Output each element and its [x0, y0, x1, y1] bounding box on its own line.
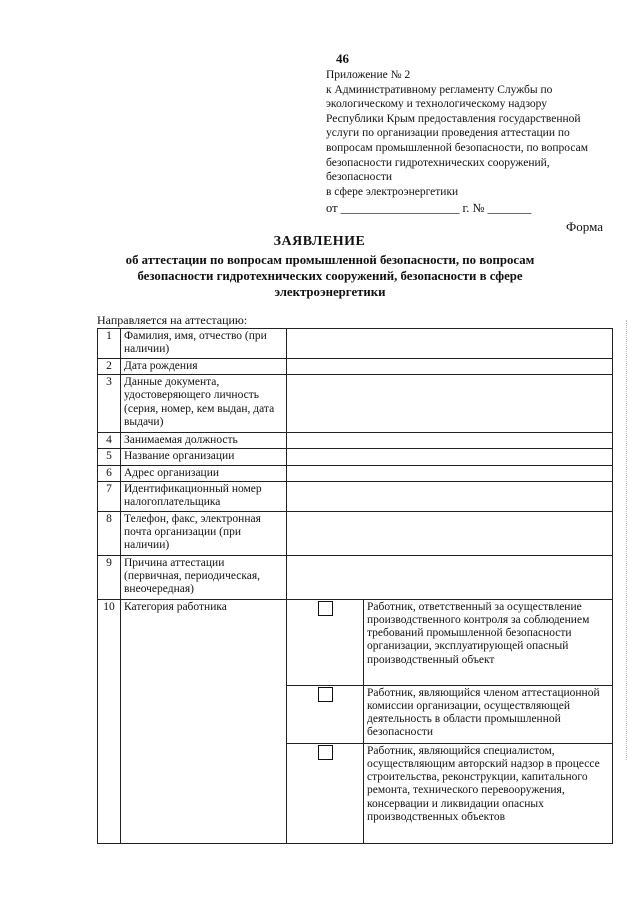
annex-line: к Административному регламенту Службы по — [326, 83, 553, 96]
application-table — [97, 328, 613, 844]
category-option-text: Работник, являющийся членом аттестационной комиссии организации, осуществляющей деятельность в области промышленной безопасности — [364, 685, 613, 743]
annex-line: безопасности — [326, 171, 393, 184]
row-label: Идентификационный номер налогоплательщика — [121, 481, 287, 511]
category-option-text: Работник, ответственный за осуществление производственного контроля за соблюдением требований промышленной безопасности организации, эксплуатирующей опасный производственный объект — [364, 599, 613, 685]
position-field[interactable] — [287, 433, 613, 449]
checkbox-production-control[interactable] — [318, 601, 333, 616]
row-number: 9 — [98, 555, 121, 599]
row-label: Категория работника — [121, 599, 287, 843]
organization-address-field[interactable] — [287, 465, 613, 481]
annex-line: в сфере электроэнергетики — [326, 185, 459, 198]
table-row — [98, 599, 613, 685]
table-row — [98, 555, 613, 599]
birth-date-field[interactable] — [287, 359, 613, 375]
row-number: 5 — [98, 449, 121, 465]
category-checkbox-cell — [287, 599, 364, 685]
directed-label: Направляется на аттестацию: — [97, 313, 248, 327]
document-title: ЗАЯВЛЕНИЕ — [273, 234, 366, 249]
organization-name-field[interactable] — [287, 449, 613, 465]
annex-line: безопасности гидротехнических сооружений, — [326, 156, 550, 169]
annex-line: Республики Крым предоставления государственной — [326, 112, 581, 125]
annex-line: экологическому и технологическому надзору — [326, 98, 548, 111]
form-label: Форма — [566, 219, 603, 234]
table-row — [98, 511, 613, 555]
attestation-reason-field[interactable] — [287, 555, 613, 599]
category-checkbox-cell — [287, 743, 364, 843]
annex-header — [326, 68, 626, 199]
row-label: Причина аттестации (первичная, периодическая, внеочередная) — [121, 555, 287, 599]
full-name-field[interactable] — [287, 329, 613, 359]
row-label: Занимаемая должность — [121, 433, 287, 449]
row-label: Телефон, факс, электронная почта организации (при наличии) — [121, 511, 287, 555]
row-number: 10 — [98, 599, 121, 843]
date-number-line: от ___________________ г. № _______ — [326, 201, 532, 215]
row-number: 8 — [98, 511, 121, 555]
row-label: Данные документа, удостоверяющего личность (серия, номер, кем выдан, дата выдачи) — [121, 375, 287, 433]
row-number: 1 — [98, 329, 121, 359]
category-checkbox-cell — [287, 685, 364, 743]
table-row — [98, 465, 613, 481]
row-number: 6 — [98, 465, 121, 481]
annex-line: услуги по организации проведения аттестации по — [326, 127, 570, 140]
category-option-text: Работник, являющийся специалистом, осуществляющим авторский надзор в процессе строительства, реконструкции, капитального ремонта, технического перевооружения, консервации и ликвидации опасных производственных объектов — [364, 743, 613, 843]
contacts-field[interactable] — [287, 511, 613, 555]
table-row — [98, 375, 613, 433]
margin-rule — [626, 320, 628, 760]
document-subtitle: об аттестации по вопросам промышленной безопасности, по вопросам безопасности гидротехнических сооружений, безопасности в сфере электроэнергетики — [125, 253, 535, 299]
table-row — [98, 329, 613, 359]
annex-line: вопросам промышленной безопасности, по вопросам — [326, 141, 588, 154]
row-label: Фамилия, имя, отчество (при наличии) — [121, 329, 287, 359]
row-label: Дата рождения — [121, 359, 287, 375]
checkbox-attestation-commission[interactable] — [318, 687, 333, 702]
table-row — [98, 481, 613, 511]
row-number: 3 — [98, 375, 121, 433]
table-row — [98, 449, 613, 465]
row-number: 2 — [98, 359, 121, 375]
table-row — [98, 433, 613, 449]
tax-id-field[interactable] — [287, 481, 613, 511]
checkbox-author-supervision[interactable] — [318, 745, 333, 760]
row-number: 4 — [98, 433, 121, 449]
page-number: 46 — [336, 51, 349, 66]
annex-line: Приложение № 2 — [326, 69, 411, 81]
table-row — [98, 359, 613, 375]
identity-document-field[interactable] — [287, 375, 613, 433]
row-label: Адрес организации — [121, 465, 287, 481]
row-number: 7 — [98, 481, 121, 511]
row-label: Название организации — [121, 449, 287, 465]
